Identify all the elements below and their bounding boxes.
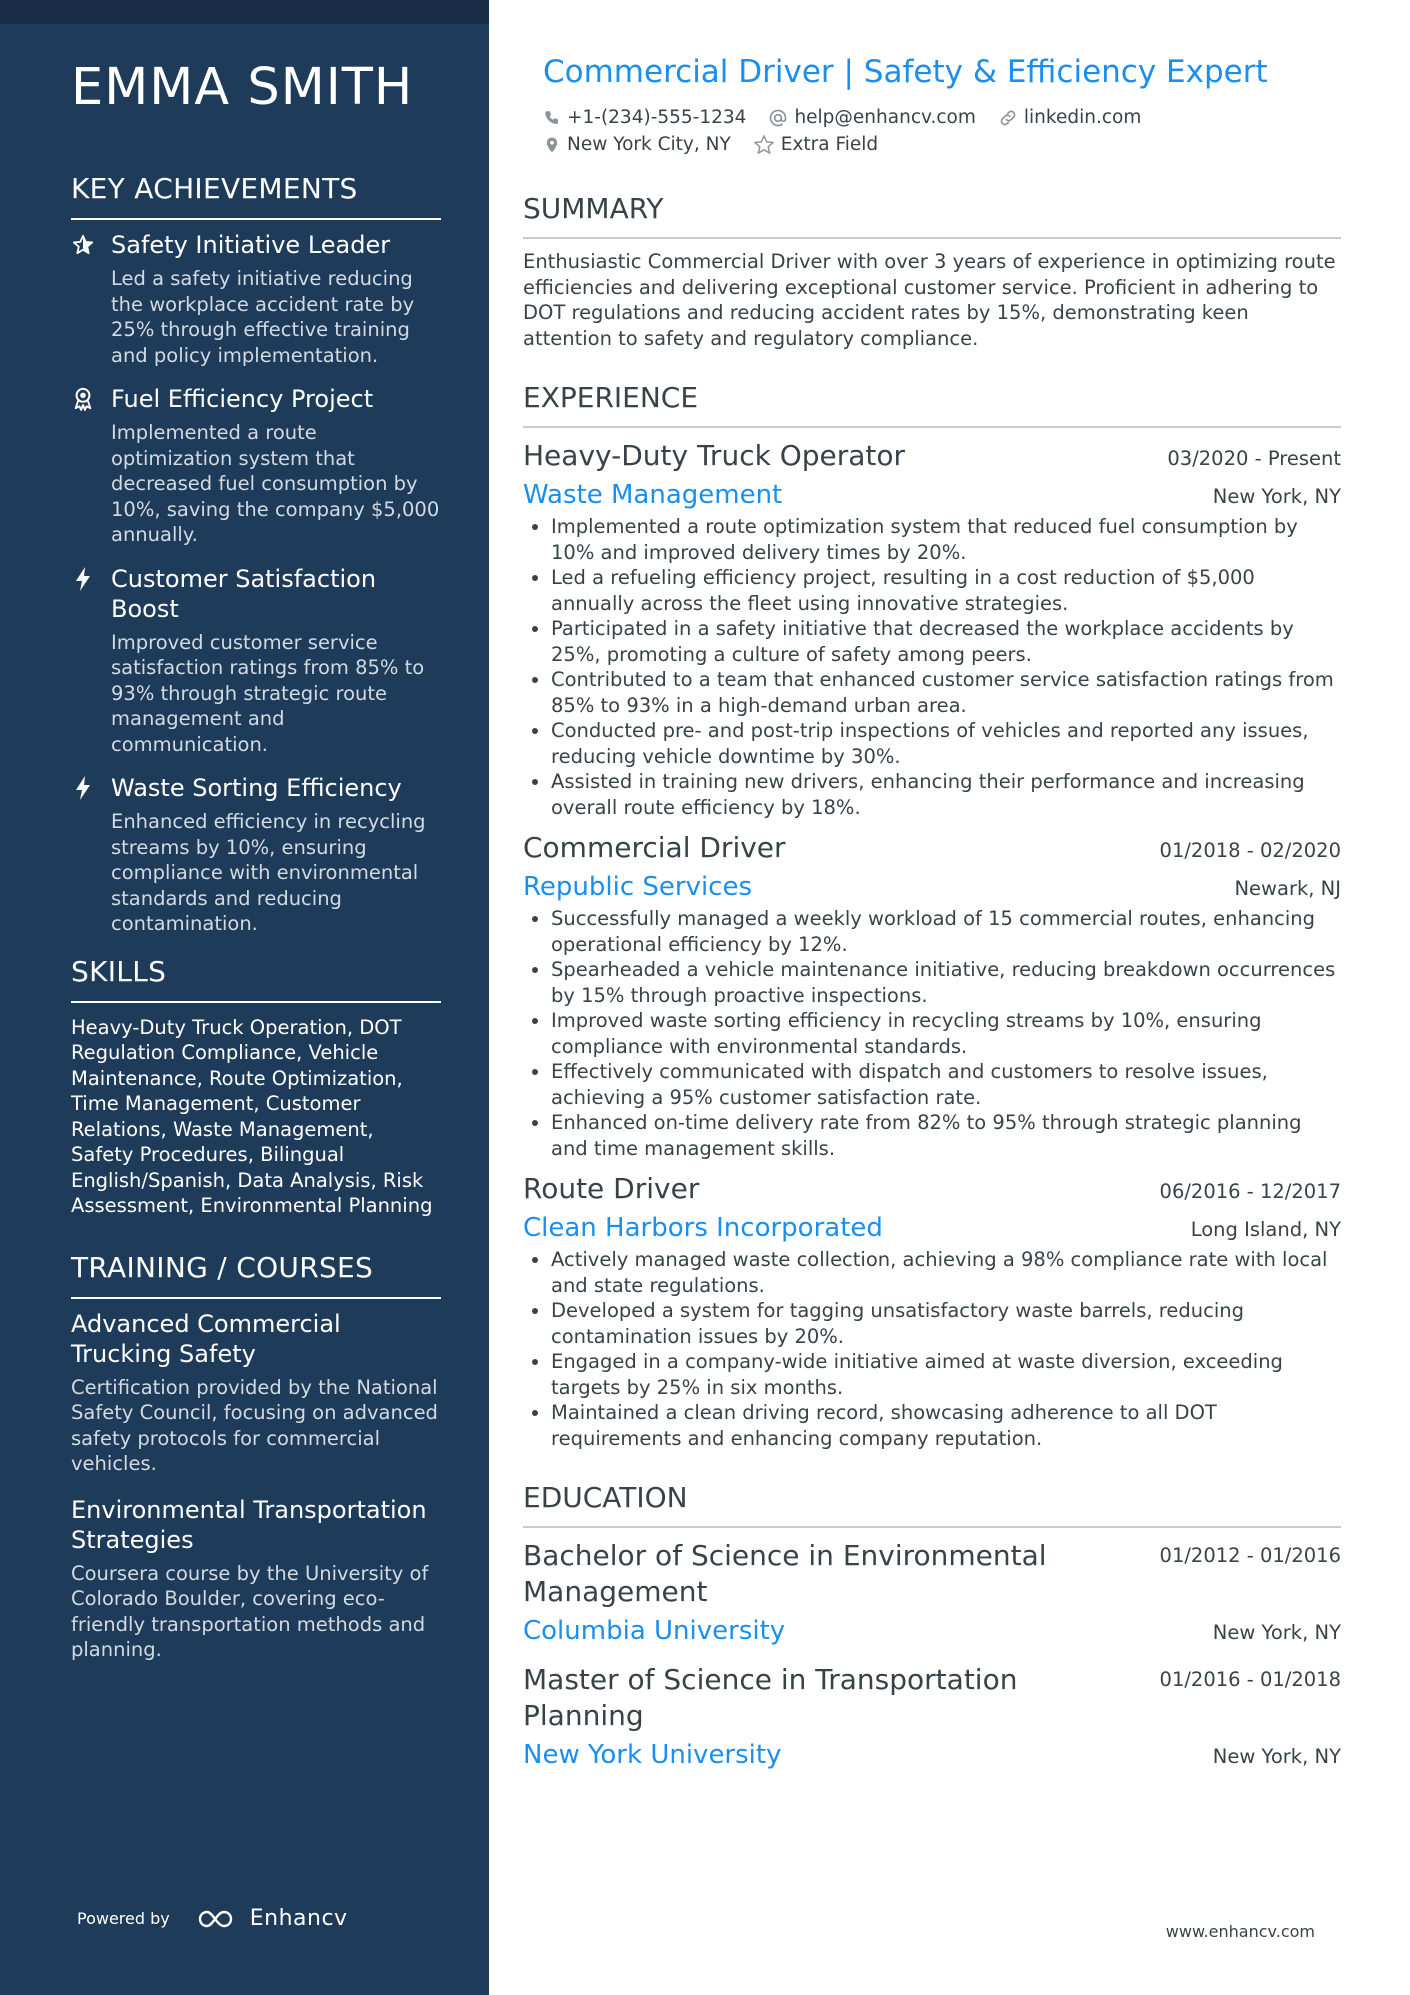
job-bullets bbox=[523, 1247, 1341, 1451]
job-dates: 06/2016 - 12/2017 bbox=[1159, 1180, 1341, 1203]
job-dates: 01/2018 - 02/2020 bbox=[1159, 839, 1341, 862]
school-location: New York, NY bbox=[1212, 1621, 1341, 1644]
list-item: • Engaged in a company-wide initiative aimed at waste diversion, exceeding targets by 25% in six months. bbox=[551, 1349, 1341, 1400]
powered-by bbox=[77, 1906, 348, 1931]
at-icon bbox=[768, 108, 788, 128]
course-item bbox=[71, 1309, 441, 1477]
education-heading: EDUCATION bbox=[523, 1481, 1341, 1528]
achievement-desc: Improved customer service satisfaction ratings from 85% to 93% through strategic route management and communication. bbox=[111, 630, 425, 756]
list-item: • Led a refueling efficiency project, resulting in a cost reduction of $5,000 annually across the fleet using innovative strategies. bbox=[551, 565, 1341, 616]
achievement-item bbox=[71, 773, 441, 937]
powered-by-label: Powered by bbox=[77, 1909, 170, 1928]
enhancv-logo-icon bbox=[196, 1907, 240, 1931]
sidebar-top-band bbox=[0, 0, 489, 24]
list-item: • Effectively communicated with dispatch and customers to resolve issues, achieving a 95% customer satisfaction rate. bbox=[551, 1059, 1341, 1110]
job-title: Heavy-Duty Truck Operator bbox=[523, 439, 906, 472]
education-entry bbox=[523, 1662, 1341, 1772]
achievement-title: Fuel Efficiency Project bbox=[111, 385, 374, 413]
candidate-name: EMMA SMITH bbox=[71, 58, 414, 117]
achievement-desc: Led a safety initiative reducing the workplace accident rate by 25% through effective training and policy implementation. bbox=[111, 267, 415, 367]
email-text: help@enhancv.com bbox=[794, 107, 976, 128]
sidebar bbox=[0, 0, 489, 1995]
course-title: Environmental Transportation Strategies bbox=[71, 1495, 427, 1554]
extra-field-text: Extra Field bbox=[780, 134, 879, 155]
course-desc: Certification provided by the National Safety Council, focusing on advanced safety protocols for commercial vehicles. bbox=[71, 1375, 438, 1475]
star-icon bbox=[71, 232, 95, 258]
school-location: New York, NY bbox=[1212, 1745, 1341, 1768]
job-bullets bbox=[523, 906, 1341, 1161]
training-heading: TRAINING / COURSES bbox=[71, 1251, 441, 1299]
skills-heading: SKILLS bbox=[71, 955, 441, 1003]
achievements-heading: KEY ACHIEVEMENTS bbox=[71, 172, 441, 220]
extra-field bbox=[753, 134, 878, 156]
list-item: • Implemented a route optimization system that reduced fuel consumption by 10% and improved delivery times by 20%. bbox=[551, 514, 1341, 565]
phone-contact[interactable] bbox=[543, 107, 746, 128]
star-outline-icon bbox=[753, 134, 775, 156]
company-name: Waste Management bbox=[523, 480, 783, 510]
achievement-title: Waste Sorting Efficiency bbox=[111, 774, 402, 802]
achievement-title: Safety Initiative Leader bbox=[111, 231, 391, 259]
school-name: Columbia University bbox=[523, 1616, 786, 1646]
brand-name: Enhancv bbox=[249, 1906, 348, 1931]
email-contact[interactable] bbox=[768, 107, 975, 128]
achievement-item bbox=[71, 564, 441, 758]
course-title: Advanced Commercial Trucking Safety bbox=[71, 1309, 341, 1368]
school-name: New York University bbox=[523, 1740, 782, 1770]
list-item: • Maintained a clean driving record, showcasing adherence to all DOT requirements and enhancing company reputation. bbox=[551, 1400, 1341, 1451]
summary-text: Enthusiastic Commercial Driver with over 3 years of experience in optimizing route efficiencies and delivering exceptional customer service. Proficient in adhering to DOT regulations and reducing accident rates by 15%, demonstrating keen attention to safety and regulatory compliance. bbox=[523, 250, 1336, 350]
job-entry bbox=[523, 830, 1341, 1161]
bolt-icon bbox=[71, 775, 95, 801]
footer-url[interactable]: www.enhancv.com bbox=[1165, 1922, 1315, 1941]
education-entry bbox=[523, 1538, 1341, 1648]
job-title: Route Driver bbox=[523, 1172, 700, 1205]
list-item: • Contributed to a team that enhanced customer service satisfaction ratings from 85% to 93% in a high-demand urban area. bbox=[551, 667, 1341, 718]
list-item: • Enhanced on-time delivery rate from 82% to 95% through strategic planning and time management skills. bbox=[551, 1110, 1341, 1161]
phone-icon bbox=[543, 109, 561, 127]
job-location: Newark, NJ bbox=[1234, 877, 1341, 900]
degree-title: Master of Science in Transportation Planning bbox=[523, 1663, 1018, 1732]
list-item: • Successfully managed a weekly workload of 15 commercial routes, enhancing operational efficiency by 12%. bbox=[551, 906, 1341, 957]
job-entry bbox=[523, 438, 1341, 820]
list-item: • Participated in a safety initiative that decreased the workplace accidents by 25%, promoting a culture of safety among peers. bbox=[551, 616, 1341, 667]
list-item: • Actively managed waste collection, achieving a 98% compliance rate with local and state regulations. bbox=[551, 1247, 1341, 1298]
summary-heading: SUMMARY bbox=[523, 192, 1341, 239]
job-location: Long Island, NY bbox=[1190, 1218, 1341, 1241]
job-entry bbox=[523, 1171, 1341, 1451]
linkedin-text: linkedin.com bbox=[1023, 107, 1142, 128]
experience-heading: EXPERIENCE bbox=[523, 381, 1341, 428]
location-pin-icon bbox=[543, 135, 561, 155]
location-contact bbox=[543, 134, 731, 155]
list-item: • Developed a system for tagging unsatisfactory waste barrels, reducing contamination issues by 20%. bbox=[551, 1298, 1341, 1349]
linkedin-contact[interactable] bbox=[998, 107, 1141, 128]
education-dates: 01/2012 - 01/2016 bbox=[1159, 1544, 1341, 1567]
job-bullets bbox=[523, 514, 1341, 820]
company-name: Clean Harbors Incorporated bbox=[523, 1213, 883, 1243]
achievement-title: Customer Satisfaction Boost bbox=[111, 564, 377, 623]
brand-logo[interactable] bbox=[196, 1906, 348, 1931]
course-desc: Coursera course by the University of Colorado Boulder, covering eco-friendly transportation methods and planning. bbox=[71, 1561, 429, 1661]
list-item: • Conducted pre- and post-trip inspections of vehicles and reported any issues, reducing vehicle downtime by 30%. bbox=[551, 718, 1341, 769]
job-location: New York, NY bbox=[1212, 485, 1341, 508]
headline: Commercial Driver | Safety & Efficiency Expert bbox=[543, 54, 1268, 90]
company-name: Republic Services bbox=[523, 872, 753, 902]
course-item bbox=[71, 1495, 441, 1663]
education-dates: 01/2016 - 01/2018 bbox=[1159, 1668, 1341, 1691]
main-content bbox=[523, 52, 1341, 1786]
contact-info bbox=[543, 104, 1341, 158]
achievement-desc: Implemented a route optimization system that decreased fuel consumption by 10%, saving the company $5,000 annually. bbox=[111, 421, 440, 546]
phone-text: +1-(234)-555-1234 bbox=[567, 107, 747, 128]
location-text: New York City, NY bbox=[567, 134, 731, 155]
list-item: • Assisted in training new drivers, enhancing their performance and increasing overall route efficiency by 18%. bbox=[551, 769, 1341, 820]
list-item: • Spearheaded a vehicle maintenance initiative, reducing breakdown occurrences by 15% through proactive inspections. bbox=[551, 957, 1341, 1008]
achievement-item bbox=[71, 384, 441, 548]
bolt-icon bbox=[71, 566, 95, 592]
achievement-item bbox=[71, 230, 441, 368]
award-icon bbox=[71, 386, 95, 412]
skills-list: Heavy-Duty Truck Operation, DOT Regulation Compliance, Vehicle Maintenance, Route Optimization, Time Management, Customer Relations, Waste Management, Safety Procedures, Bilingual English/Spanish, Data Analysis, Risk Assessment, Environmental Planning bbox=[71, 1015, 433, 1217]
link-icon bbox=[998, 108, 1018, 128]
achievement-desc: Enhanced efficiency in recycling streams by 10%, ensuring compliance with environmental standards and reducing contamination. bbox=[111, 810, 426, 935]
job-dates: 03/2020 - Present bbox=[1167, 447, 1341, 470]
list-item: • Improved waste sorting efficiency in recycling streams by 10%, ensuring compliance with environmental standards. bbox=[551, 1008, 1341, 1059]
job-title: Commercial Driver bbox=[523, 831, 786, 864]
degree-title: Bachelor of Science in Environmental Management bbox=[523, 1539, 1047, 1608]
